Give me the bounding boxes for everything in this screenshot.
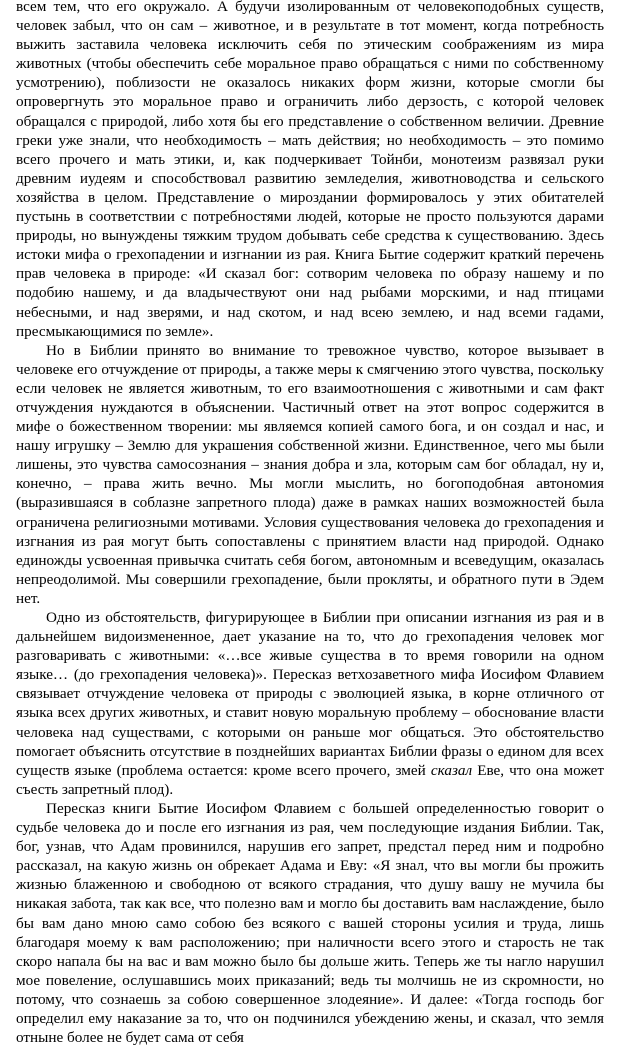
paragraph-3: [16, 608, 604, 799]
paragraph-3-text-before: Одно из обстоятельств, фигурирующее в Библии при описании изгнания из рая и в дальнейшем видоизмененное, дает указание на то, что до грехопадения человек мог разговаривать с животными: «…все живые существа в то время говорили на одном языке… (до грехопадения человека)». Пересказ ветхозаветного мифа Иосифом Флавием связывает отчуждение человека от природы с эволюцией языка, в корне отличного от языка всех других животных, и ставит новую моральную проблему – обоснование власти человека над существами, с которыми он раньше мог общаться. Это обстоятельство помогает объяснить отсутствие в позднейших вариантах Библии фразы о едином для всех существ языке (проблема остается: кроме всего прочего, змей: [16, 609, 604, 779]
document-page: [16, 0, 604, 1047]
paragraph-3-italic-word: сказал: [430, 761, 473, 779]
paragraph-2: Но в Библии принято во внимание то тревожное чувство, которое вызывает в человеке его отчуждение от природы, а также меры к смягчению этого чувства, поскольку если человек не является животным, то его взаимоотношения с животными и сам факт отчуждения нуждаются в объяснении. Частичный ответ на этот вопрос содержится в мифе о божественном творении: мы являемся копией самого бога, и он создал и нас, и нашу игрушку – Землю для украшения собственной жизни. Единственное, чего мы были лишены, это чувства самосознания – знания добра и зла, которым сам бог обладал, ну и, конечно, – права жить вечно. Мы могли мыслить, но богоподобная автономия (выразившаяся в соблазне запретного плода) даже в рамках наших возможностей была ограничена религиозными мотивами. Условия существования человека до грехопадения и изгнания из рая могут быть сопоставлены с принятием власти над природой. Однако единожды усвоенная привычка считать себя богом, автономным и всеведущим, оказалась непреодолимой. Мы совершили грехопадение, были прокляты, и обратного пути в Эдем нет.: [16, 341, 604, 607]
paragraph-4: Пересказ книги Бытие Иосифом Флавием с большей определенностью говорит о судьбе человека до и после его изгнания из рая, чем последующие издания Библии. Так, бог, узнав, что Адам провинился, нарушив его запрет, предстал перед ним и подробно рассказал, на какую жизнь он обрекает Адама и Еву: «Я знал, что вы могли бы прожить жизнью блаженною и свободною от всякого страдания, что душу вашу не мучила бы никакая забота, так как все, что полезно вам и могло бы доставить вам наслаждение, было бы вам дано мною само собою без всякого с вашей стороны усилия и труда, лишь благодаря моему к вам расположению; при наличности всего этого и старость не так скоро напала бы на вас и вам можно было бы дольше жить. Теперь же ты нагло нарушил мое повеление, ослушавшись моих приказаний; ведь ты молчишь не из скромности, но потому, что сознаешь за собою совершенное злодеяние». И далее: «Тогда господь бог определил ему наказание за то, что он подчинился убеждению жены, и сказал, что земля отныне более не будет сама от себя: [16, 799, 604, 1047]
paragraph-1: всем тем, что его окружало. А будучи изолированным от человекоподобных существ, человек забыл, что он сам – животное, и в результате в тот момент, когда потребность выжить заставила человека исключить себя по этическим соображениям из мира животных (чтобы обеспечить себе моральное право обращаться с ними по собственному усмотрению), поблизости не оказалось никаких форм жизни, которые смогли бы опровергнуть это моральное право и ограничить либо дерзость, с которой человек обращался с природой, либо хотя бы его представление о собственном величии. Древние греки уже знали, что необходимость – мать действия; но необходимость – это помимо всего прочего и мать этики, и, как подчеркивает Тойнби, монотеизм развязал руки древним иудеям и способствовал развитию земледелия, животноводства и сельского хозяйства в целом. Представление о мироздании формировалось у этих обитателей пустынь в соответствии с потребностями людей, которые не просто пользуются дарами природы, но вынуждены тяжким трудом добывать себе средства к существованию. Здесь истоки мифа о грехопадении и изгнании из рая. Книга Бытие содержит краткий перечень прав человека в природе: «И сказал бог: сотворим человека по образу нашему и по подобию нашему, и да владычествуют они над рыбами морскими, и над птицами небесными, и над зверями, и над скотом, и над всею землею, и над всеми гадами, пресмыкающимися по земле».: [16, 0, 604, 340]
paragraph-3-text-after: Еве, что она может съесть запретный плод).: [16, 761, 604, 798]
